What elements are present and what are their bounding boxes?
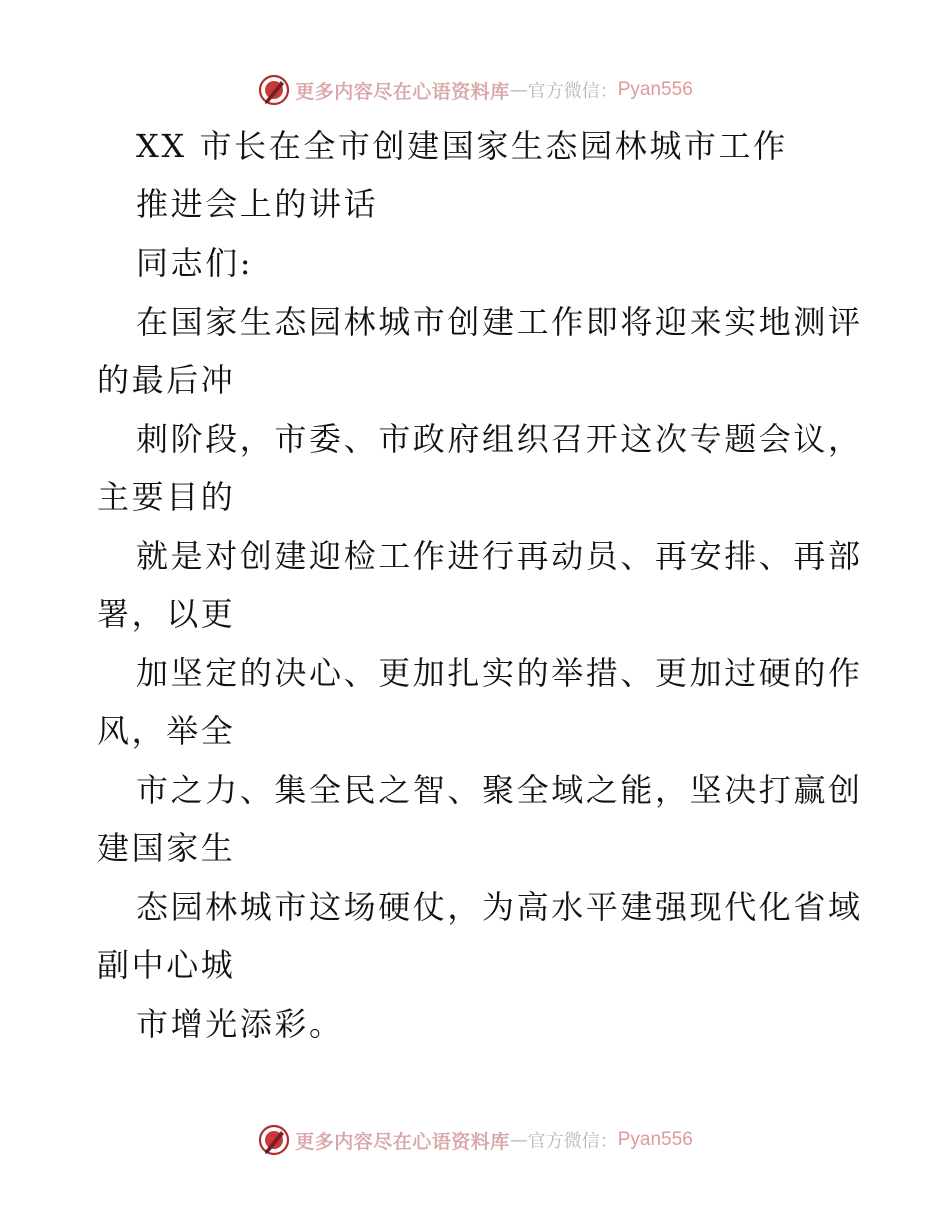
- watermark-wechat-id: Pyan556: [617, 1129, 693, 1150]
- paragraph-line: 加坚定的决心、更加扎实的举措、更加过硬的作: [136, 654, 863, 692]
- paragraph-line: 市之力、集全民之智、聚全域之能，坚决打赢创: [136, 771, 863, 809]
- pen-logo-icon: [257, 1123, 291, 1157]
- watermark-wechat-label: 官方微信：: [527, 81, 618, 102]
- paragraph-line: 主要目的: [97, 478, 236, 516]
- watermark-wechat-label: 官方微信：: [527, 1131, 618, 1152]
- watermark-text: 更多内容尽在心语资料库: [295, 80, 510, 103]
- paragraph-line: 刺阶段，市委、市政府组织召开这次专题会议，: [136, 420, 863, 458]
- pen-logo-icon: [257, 73, 291, 107]
- paragraph-line: 市增光添彩。: [136, 1005, 344, 1043]
- paragraph-line: 就是对创建迎检工作进行再动员、再安排、再部: [136, 537, 863, 575]
- paragraph-line: 在国家生态园林城市创建工作即将迎来实地测评: [136, 303, 863, 341]
- paragraph-line: 风，举全: [97, 712, 236, 750]
- watermark-dash: —: [509, 79, 528, 101]
- paragraph-line: 副中心城: [97, 946, 236, 984]
- watermark-text: 更多内容尽在心语资料库: [295, 1130, 510, 1153]
- paragraph-line: 态园林城市这场硬仗，为高水平建强现代化省域: [136, 888, 863, 926]
- doc-title-line-2: 推进会上的讲话: [136, 185, 379, 223]
- paragraph-line: 署，以更: [97, 595, 236, 633]
- paragraph-line: 的最后冲: [97, 361, 236, 399]
- watermark-wechat-id: Pyan556: [617, 79, 693, 100]
- header-watermark: [0, 70, 950, 110]
- footer-watermark: [0, 1120, 950, 1160]
- doc-title-line-1: XX 市长在全市创建国家生态园林城市工作: [136, 127, 788, 165]
- paragraph-line: 建国家生: [97, 829, 236, 867]
- watermark-dash: —: [509, 1129, 528, 1151]
- salutation: 同志们:: [136, 244, 254, 282]
